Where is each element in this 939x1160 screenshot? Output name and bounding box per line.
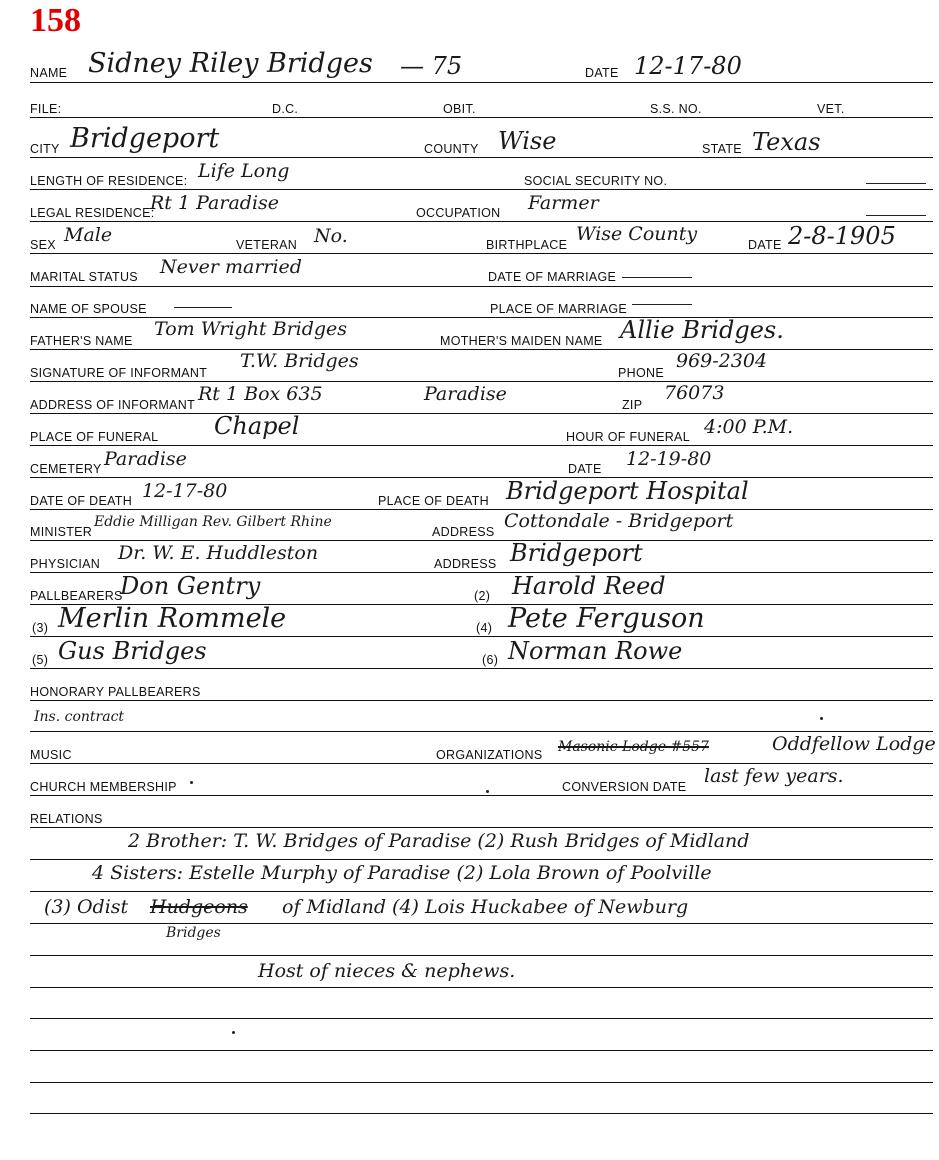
state-label: STATE — [702, 142, 742, 156]
birth-date-label: DATE — [748, 238, 782, 252]
rule-line — [30, 286, 933, 287]
relations-line-3: of Midland (4) Lois Huckabee of Newburg — [282, 896, 689, 918]
ink-dot — [232, 1031, 235, 1034]
music-label: MUSIC — [30, 748, 72, 762]
blank-dash — [622, 277, 692, 278]
mothers-maiden-name-label: MOTHER'S MAIDEN NAME — [440, 334, 603, 348]
rule-line — [30, 1082, 933, 1083]
place-of-marriage-label: PLACE OF MARRIAGE — [490, 302, 628, 316]
organizations-value: Oddfellow Lodge — [772, 733, 936, 755]
pallbearer-3-value: Merlin Rommele — [58, 603, 287, 634]
legal-residence-label: LEGAL RESIDENCE: — [30, 206, 155, 220]
date-of-death-label: DATE OF DEATH — [30, 494, 133, 508]
social-security-label: SOCIAL SECURITY NO. — [524, 174, 668, 188]
cemetery-date-value: 12-19-80 — [626, 448, 712, 470]
dc-label: D.C. — [272, 102, 299, 116]
rule-line — [30, 731, 933, 732]
fathers-name-value: Tom Wright Bridges — [154, 318, 348, 340]
pallbearer-5-label: (5) — [32, 653, 49, 667]
vet-label: VET. — [817, 102, 845, 116]
length-of-residence-value: Life Long — [198, 160, 290, 182]
rule-line — [30, 795, 933, 796]
city-label: CITY — [30, 142, 60, 156]
name-value: Sidney Riley Bridges — [88, 48, 373, 79]
rule-line — [30, 189, 933, 190]
ink-dot — [486, 790, 489, 793]
physician-address-value: Bridgeport — [510, 539, 643, 567]
minister-label: MINISTER — [30, 525, 93, 539]
place-of-funeral-value: Chapel — [214, 412, 300, 440]
physician-label: PHYSICIAN — [30, 557, 101, 571]
pallbearer-4-label: (4) — [476, 621, 493, 635]
page-number: 158 — [30, 2, 81, 39]
marital-status-value: Never married — [160, 256, 302, 278]
ss-no-label: S.S. NO. — [650, 102, 702, 116]
rule-line — [30, 117, 933, 118]
legal-residence-value: Rt 1 Paradise — [150, 192, 280, 214]
state-value: Texas — [752, 128, 821, 156]
name-of-spouse-label: NAME OF SPOUSE — [30, 302, 147, 316]
minister-address-value: Cottondale - Bridgeport — [504, 510, 734, 532]
signature-of-informant-value: T.W. Bridges — [240, 350, 359, 372]
organizations-struck-value: Masonic Lodge #557 — [558, 739, 709, 755]
occupation-label: OCCUPATION — [416, 206, 501, 220]
rule-line — [30, 859, 933, 860]
ink-dot — [190, 781, 193, 784]
cemetery-label: CEMETERY — [30, 462, 102, 476]
blank-dash — [866, 183, 926, 184]
relations-line-5: Host of nieces & nephews. — [258, 960, 516, 982]
relations-line-2: 4 Sisters: Estelle Murphy of Paradise (2) Lola Brown of Poolville — [92, 862, 712, 884]
sex-label: SEX — [30, 238, 56, 252]
ink-dot — [820, 717, 823, 720]
rule-line — [30, 445, 933, 446]
pallbearer-6-label: (6) — [482, 653, 499, 667]
rule-line — [30, 827, 933, 828]
place-of-death-label: PLACE OF DEATH — [378, 494, 489, 508]
minister-value: Eddie Milligan Rev. Gilbert Rhine — [94, 514, 332, 530]
mothers-maiden-name-value: Allie Bridges. — [620, 316, 784, 344]
rule-line — [30, 509, 933, 510]
pallbearer-1-value: Don Gentry — [120, 572, 261, 600]
occupation-value: Farmer — [528, 192, 599, 214]
pallbearer-5-value: Gus Bridges — [58, 637, 207, 665]
honorary-pallbearers-value: Ins. contract — [34, 709, 125, 725]
conversion-date-value: last few years. — [704, 765, 844, 787]
place-of-funeral-label: PLACE OF FUNERAL — [30, 430, 159, 444]
cemetery-value: Paradise — [104, 448, 187, 470]
city-value: Bridgeport — [70, 123, 220, 154]
age-value: — 75 — [400, 52, 463, 80]
minister-address-label: ADDRESS — [432, 525, 495, 539]
date-label: DATE — [585, 66, 619, 80]
birthplace-value: Wise County — [576, 223, 698, 245]
sex-value: Male — [64, 224, 113, 246]
signature-of-informant-label: SIGNATURE OF INFORMANT — [30, 366, 208, 380]
honorary-pallbearers-label: HONORARY PALLBEARERS — [30, 685, 201, 699]
rule-line — [30, 82, 933, 83]
obit-label: OBIT. — [443, 102, 476, 116]
blank-dash — [866, 215, 926, 216]
pallbearer-6-value: Norman Rowe — [508, 637, 683, 665]
phone-label: PHONE — [618, 366, 664, 380]
rule-line — [30, 1050, 933, 1051]
file-label: FILE: — [30, 102, 62, 116]
rule-line — [30, 253, 933, 254]
pallbearer-2-value: Harold Reed — [512, 572, 666, 600]
length-of-residence-label: LENGTH OF RESIDENCE: — [30, 174, 188, 188]
hour-of-funeral-value: 4:00 P.M. — [704, 416, 794, 438]
hour-of-funeral-label: HOUR OF FUNERAL — [566, 430, 690, 444]
rule-line — [30, 923, 933, 924]
name-label: NAME — [30, 66, 68, 80]
pallbearer-3-label: (3) — [32, 621, 49, 635]
date-of-death-value: 12-17-80 — [142, 480, 228, 502]
relations-correction: Bridges — [166, 925, 221, 941]
rule-line — [30, 157, 933, 158]
date-value: 12-17-80 — [634, 52, 742, 80]
relations-line-3-struck: Hudgeons — [150, 896, 248, 918]
birth-date-value: 2-8-1905 — [788, 222, 896, 250]
rule-line — [30, 477, 933, 478]
county-label: COUNTY — [424, 142, 479, 156]
rule-line — [30, 1018, 933, 1019]
county-value: Wise — [498, 127, 557, 155]
blank-dash — [632, 304, 692, 305]
rule-line — [30, 413, 933, 414]
rule-line — [30, 1113, 933, 1114]
rule-line — [30, 763, 933, 764]
pallbearer-2-label: (2) — [474, 589, 491, 603]
veteran-value: No. — [314, 225, 348, 247]
rule-line — [30, 955, 933, 956]
pallbearers-label: PALLBEARERS — [30, 589, 123, 603]
address-city-value: Paradise — [424, 383, 507, 405]
rule-line — [30, 700, 933, 701]
veteran-label: VETERAN — [236, 238, 298, 252]
rule-line — [30, 381, 933, 382]
rule-line — [30, 349, 933, 350]
relations-line-3-prefix: (3) Odist — [44, 896, 129, 918]
place-of-death-value: Bridgeport Hospital — [506, 477, 749, 505]
rule-line — [30, 891, 933, 892]
zip-label: ZIP — [622, 398, 643, 412]
address-of-informant-label: ADDRESS OF INFORMANT — [30, 398, 196, 412]
phone-value: 969-2304 — [676, 350, 768, 372]
physician-value: Dr. W. E. Huddleston — [118, 542, 319, 564]
rule-line — [30, 540, 933, 541]
fathers-name-label: FATHER'S NAME — [30, 334, 133, 348]
church-membership-label: CHURCH MEMBERSHIP — [30, 780, 177, 794]
rule-line — [30, 987, 933, 988]
organizations-label: ORGANIZATIONS — [436, 748, 543, 762]
physician-address-label: ADDRESS — [434, 557, 497, 571]
blank-dash — [174, 307, 232, 308]
pallbearer-4-value: Pete Ferguson — [508, 603, 705, 634]
marital-status-label: MARITAL STATUS — [30, 270, 138, 284]
rule-line — [30, 668, 933, 669]
relations-line-1: 2 Brother: T. W. Bridges of Paradise (2) Rush Bridges of Midland — [128, 830, 750, 852]
zip-value: 76073 — [664, 382, 725, 404]
date-of-marriage-label: DATE OF MARRIAGE — [488, 270, 617, 284]
birthplace-label: BIRTHPLACE — [486, 238, 568, 252]
relations-label: RELATIONS — [30, 812, 103, 826]
cemetery-date-label: DATE — [568, 462, 602, 476]
address-of-informant-value: Rt 1 Box 635 — [198, 383, 323, 405]
conversion-date-label: CONVERSION DATE — [562, 780, 687, 794]
